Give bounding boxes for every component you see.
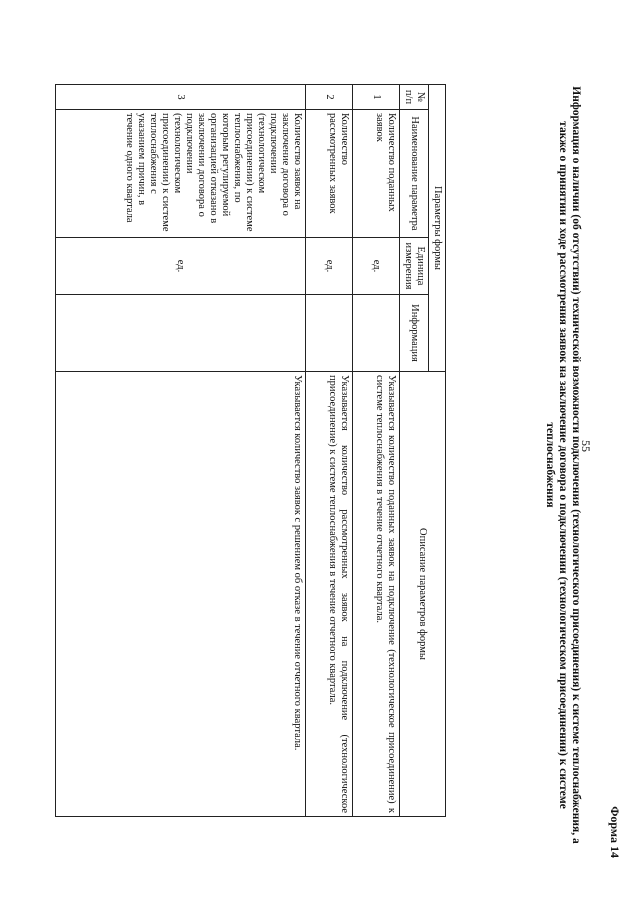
row-name: Количество заявок на заключение договора о подключении (технологическом присоединении) к системе теплоснабжения, по которым регулируемой организацией отказано в заключении договора о подключении (технологическом присоединении) к системе теплоснабжения с указанием причин, в течение одного квартала — [56, 110, 306, 238]
row-unit: ед. — [306, 238, 353, 295]
row-num: 3 — [56, 85, 306, 110]
row-info — [56, 295, 306, 372]
table-row — [306, 85, 353, 817]
row-num: 1 — [353, 85, 400, 110]
row-unit: ед. — [353, 238, 400, 295]
row-info — [306, 295, 353, 372]
page-number: 55 — [579, 440, 593, 452]
row-unit: ед. — [56, 238, 306, 295]
row-name: Количество поданных заявок — [353, 110, 400, 238]
header-num: № п/п — [400, 85, 429, 110]
parameters-table — [55, 84, 446, 817]
table-group-header-row — [429, 85, 446, 817]
document-title: Информация о наличии (об отсутствии) технической возможности подключения (технологического присоединения) к системе теплоснабжения, а также о принятии и ходе рассмотрения заявок на заключение договора о подключении (технологическом присоединении) к системе теплоснабжения — [544, 86, 582, 844]
header-name: Наименование параметра — [400, 110, 429, 238]
header-info: Информация — [400, 295, 429, 372]
row-name: Количество рассмотренных заявок — [306, 110, 353, 238]
row-info — [353, 295, 400, 372]
row-description: Указывается количество заявок с решением об отказе в течение отчетного квартала. — [56, 372, 306, 817]
group-header-cell: Параметры формы — [429, 85, 446, 372]
form-label: Форма 14 — [608, 806, 622, 858]
row-description: Указывается количество рассмотренных заявок на подключение (технологическое присоединение) к системе теплоснабжения в течение отчетного квартала. — [306, 372, 353, 817]
header-unit: Единица измерения — [400, 238, 429, 295]
row-description: Указывается количество поданных заявок на подключение (технологическое присоединение) к системе теплоснабжения в течение отчетного квартала. — [353, 372, 400, 817]
table-row — [353, 85, 400, 817]
header-description: Описание параметров формы — [400, 372, 446, 817]
row-num: 2 — [306, 85, 353, 110]
table-row — [56, 85, 306, 817]
